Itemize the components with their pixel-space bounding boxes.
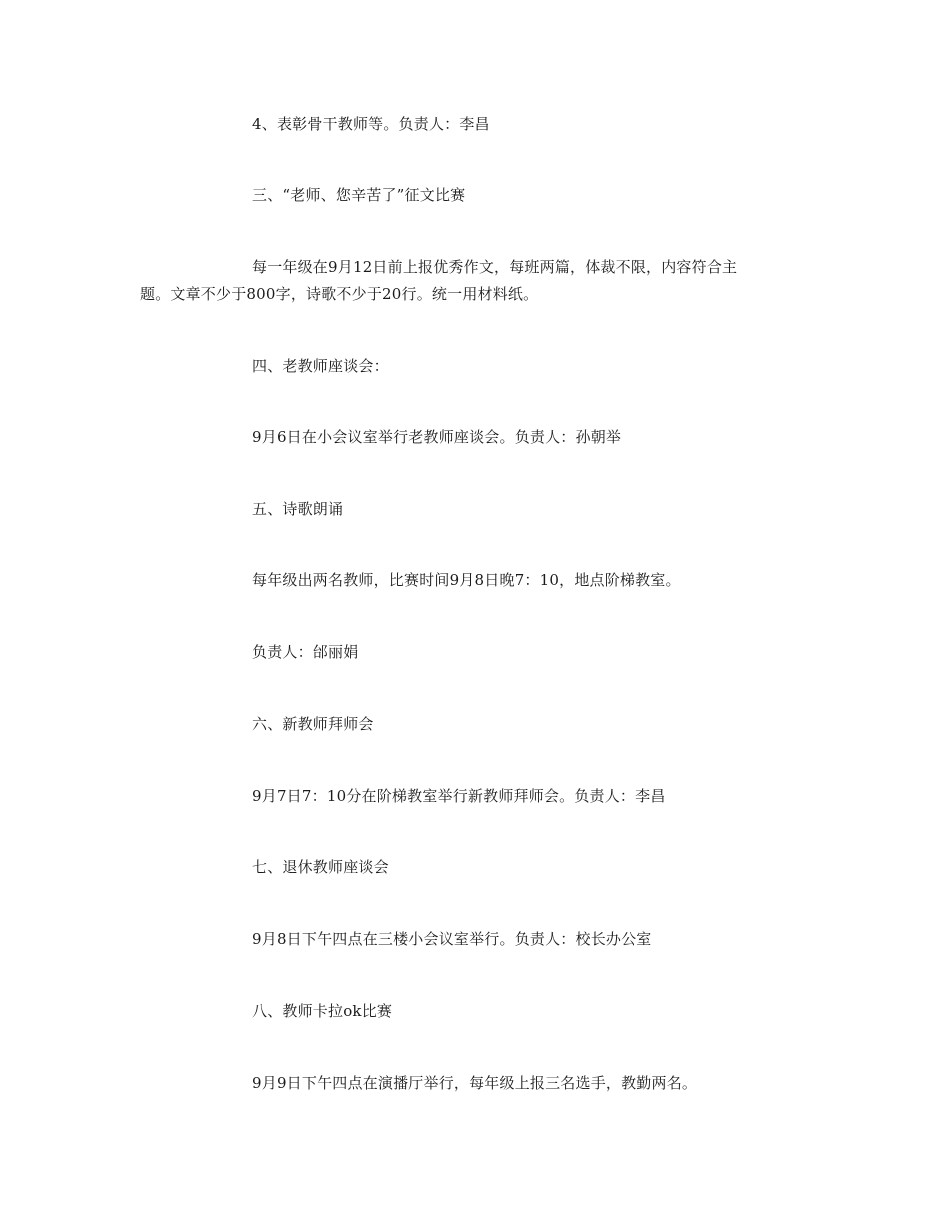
section-6-detail: 9月7日7：10分在阶梯教室举行新教师拜师会。负责人：李昌 — [252, 787, 666, 805]
section-4-detail: 9月6日在小会议室举行老教师座谈会。负责人：孙朝举 — [252, 428, 622, 446]
section-3-heading: 三、“老师、您辛苦了”征文比赛 — [252, 186, 466, 204]
section-8-detail: 9月9日下午四点在演播厅举行，每年级上报三名选手，教勤两名。 — [252, 1074, 698, 1092]
essay-paragraph-line-1: 每一年级在9月12日前上报优秀作文，每班两篇，体裁不限，内容符合主 — [252, 258, 738, 276]
section-5-detail: 每年级出两名教师，比赛时间9月8日晚7：10，地点阶梯教室。 — [252, 571, 681, 589]
section-6-heading: 六、新教师拜师会 — [252, 715, 374, 733]
section-5-responsible: 负责人：邰丽娟 — [252, 643, 359, 661]
section-7-detail: 9月8日下午四点在三楼小会议室举行。负责人：校长办公室 — [252, 930, 652, 948]
section-8-heading: 八、教师卡拉ok比赛 — [252, 1002, 393, 1020]
section-7-heading: 七、退休教师座谈会 — [252, 858, 389, 876]
essay-paragraph-line-2: 题。文章不少于800字，诗歌不少于20行。统一用材料纸。 — [140, 285, 539, 303]
section-4-heading: 四、老教师座谈会： — [252, 357, 389, 375]
section-5-heading: 五、诗歌朗诵 — [252, 500, 344, 518]
item-4-commend-teachers: 4、表彰骨干教师等。负责人：李昌 — [252, 115, 490, 133]
essay-paragraph — [140, 254, 810, 308]
